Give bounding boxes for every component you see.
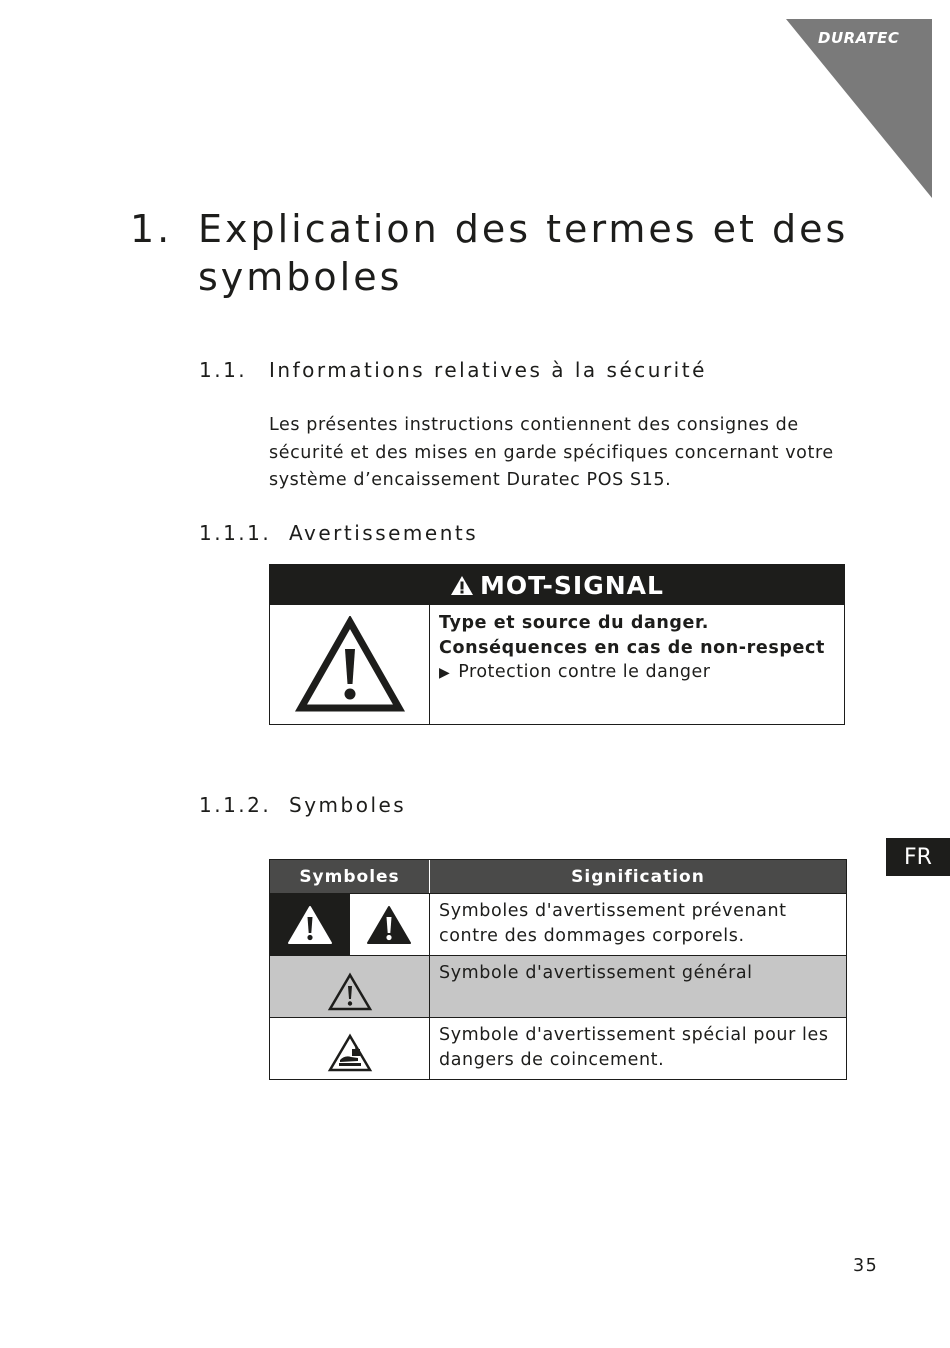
meaning-cell: Symboles d'avertissement prévenant contre des dommages corporels. [439, 901, 787, 946]
warning-triangle-small-icon [450, 575, 474, 596]
page-title-text: Explication des termes et des symboles [198, 207, 849, 299]
symbol-cell [270, 1018, 430, 1079]
subsection-number: 1.1.1. [199, 521, 272, 545]
warning-box-header [270, 565, 844, 605]
warning-triangle-large-icon [294, 616, 406, 714]
page-number: 35 [853, 1256, 879, 1276]
warning-triangle-solid-icon [366, 905, 412, 945]
meaning-cell: Symbole d'avertissement spécial pour les dangers de coincement. [439, 1025, 829, 1070]
table-row [270, 893, 846, 955]
corner-triangle [0, 0, 950, 210]
symbol-cell [270, 894, 430, 955]
warning-symbol-cell [270, 605, 430, 725]
hazard-measure [439, 660, 839, 686]
intro-paragraph: Les présentes instructions contiennent des consignes de sécurité et des mises en garde spécifiques concernant votre système d’encaissement Duratec POS S15. [269, 415, 834, 490]
section-title: Informations relatives à la sécurité [269, 358, 707, 382]
symbol-cell-content [270, 1018, 429, 1079]
warning-text [439, 611, 839, 686]
header-symbols: Symboles [270, 860, 430, 893]
subsection-number: 1.1.2. [199, 793, 272, 817]
signal-word: MOT-SIGNAL [480, 570, 664, 600]
hazard-consequences: Conséquences en cas de non-respect [439, 637, 825, 658]
section-number: 1.1. [199, 358, 248, 382]
warning-triangle-inverted-icon [287, 905, 333, 945]
brand-logo: DURATEC [818, 29, 900, 47]
subsection-title: Avertissements [289, 521, 479, 545]
symbols-table [269, 859, 847, 1080]
general-warning-icon [327, 972, 373, 1012]
language-tab: FR [886, 838, 950, 876]
hazard-measure-text: Protection contre le danger [458, 662, 711, 682]
warning-box [269, 564, 845, 725]
table-row [270, 955, 846, 1017]
subsection-title: Symboles [289, 793, 407, 817]
meaning-cell: Symbole d'avertissement général [439, 963, 753, 983]
crushing-hazard-icon [327, 1033, 373, 1073]
symbol-cell-black [270, 894, 350, 955]
page-title-number: 1. [130, 207, 173, 251]
symbol-cell [270, 956, 430, 1017]
symbol-cell-content [270, 956, 429, 1017]
symbol-cell-white [350, 894, 430, 955]
header-meaning: Signification [571, 866, 705, 887]
bullet-arrow-icon: ▶ [439, 665, 451, 681]
hazard-type: Type et source du danger. [439, 613, 709, 633]
table-row [270, 1017, 846, 1079]
table-header [270, 860, 846, 893]
